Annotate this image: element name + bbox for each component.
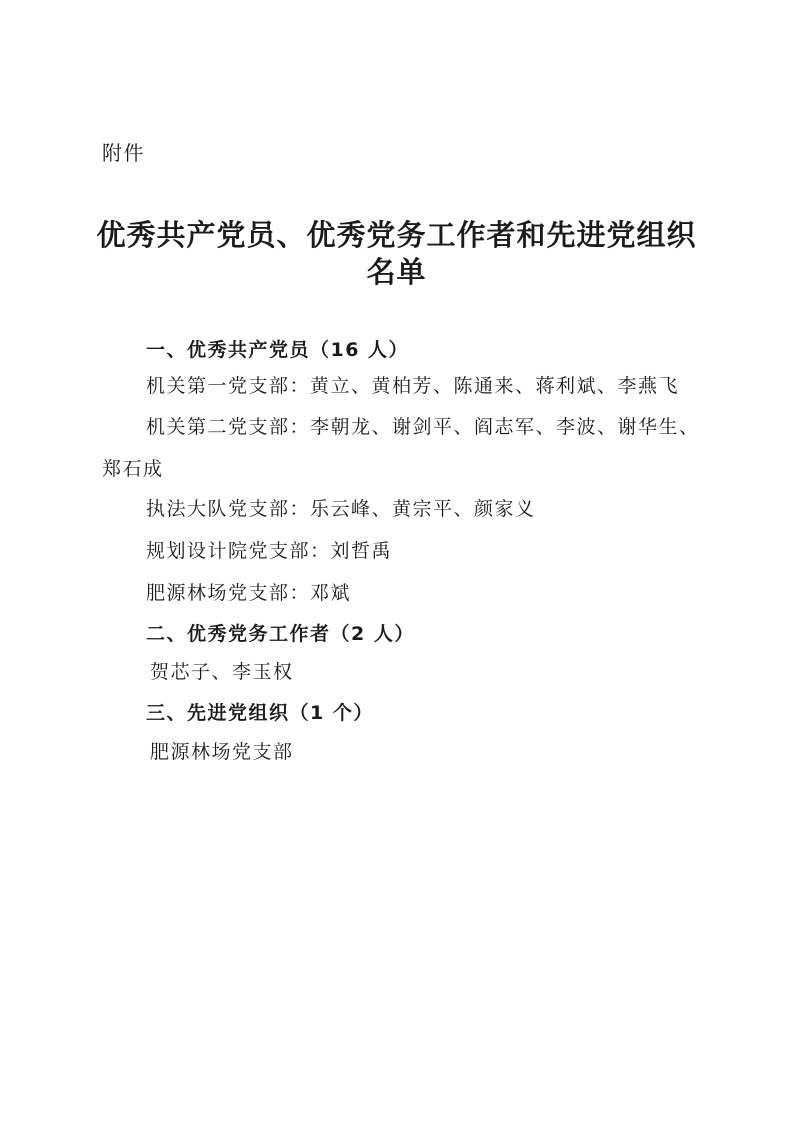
branch-entry: 机关第二党支部：李朝龙、谢剑平、阎志军、李波、谢华生、 xyxy=(146,416,700,438)
worker-names: 贺芯子、李玉权 xyxy=(150,661,294,683)
section-heading: 一、优秀共产党员（16 人） xyxy=(146,339,410,361)
section-heading: 三、先进党组织（1 个） xyxy=(146,702,374,724)
branch-entry: 规划设计院党支部：刘哲禹 xyxy=(146,540,393,562)
section-heading: 二、优秀党务工作者（2 人） xyxy=(146,623,415,645)
attachment-label: 附件 xyxy=(102,141,145,165)
branch-entry: 机关第一党支部：黄立、黄柏芳、陈通来、蒋利斌、李燕飞 xyxy=(146,375,680,397)
branch-entry: 执法大队党支部：乐云峰、黄宗平、颜家义 xyxy=(146,498,536,520)
branch-entry-continuation: 郑石成 xyxy=(102,458,164,480)
branch-entry: 肥源林场党支部：邓斌 xyxy=(146,582,352,604)
organization-names: 肥源林场党支部 xyxy=(150,741,294,763)
title-line-2: 名单 xyxy=(366,255,427,289)
title-line-1: 优秀共产党员、优秀党务工作者和先进党组织 xyxy=(96,218,697,252)
